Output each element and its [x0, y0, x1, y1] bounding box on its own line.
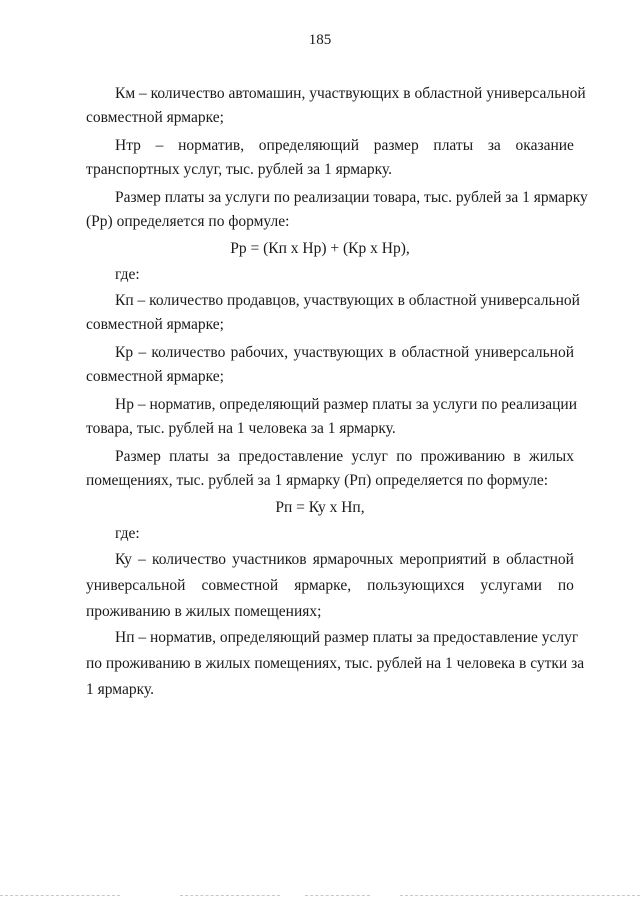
word: проживанию — [420, 448, 506, 465]
word: Нтр — [115, 137, 141, 154]
word: в — [513, 448, 521, 465]
ntr-definition-line-2: транспортных услуг, тыс. рублей за 1 ярмарку. — [86, 161, 392, 178]
nr-definition-line-2: товара, тыс. рублей на 1 человека за 1 ярмарку. — [86, 420, 396, 437]
ntr-definition-line-1 — [115, 136, 574, 155]
word: универсальной — [86, 577, 186, 594]
rp-formula: Рп = Ку х Нп, — [275, 499, 365, 516]
word: количество — [151, 344, 226, 361]
word: совместной — [86, 109, 163, 126]
word: определяющий — [258, 137, 360, 154]
word: услуг — [351, 448, 388, 465]
ku-definition-line-2 — [86, 576, 574, 595]
kr-definition-line-2: совместной ярмарке; — [86, 368, 224, 385]
word: рабочих, — [230, 344, 289, 361]
word: в — [388, 344, 397, 361]
word: областной — [401, 344, 470, 361]
word: платы — [433, 137, 474, 154]
kp-definition-line-2: совместной ярмарке; — [86, 316, 224, 333]
word: оказание — [515, 137, 574, 154]
word: за — [217, 448, 231, 465]
word: по — [557, 577, 574, 594]
word: ярмарочных — [312, 551, 394, 568]
word: универсальной — [474, 344, 574, 361]
page-number: 185 — [308, 32, 332, 48]
word: Кр — [115, 344, 134, 361]
word: услугами — [480, 577, 542, 594]
nr-definition-line-1: Нр – норматив, определяющий размер платы за услуги по реализации — [115, 396, 578, 413]
footer-rule — [400, 895, 640, 896]
rr-intro-line-1: Размер платы за услуги по реализации товара, тыс. рублей за 1 ярмарку — [115, 189, 588, 206]
word: совместной — [201, 577, 279, 594]
footer-rule — [305, 895, 370, 896]
km-definition-line-1: Км – количество автомашин, участвующих в областной универсальной — [115, 85, 586, 102]
word: количество — [151, 551, 226, 568]
word: областной — [506, 551, 574, 568]
word: участников — [232, 551, 307, 568]
kr-definition-line-1 — [115, 343, 574, 362]
kp-definition-line-1: Кп – количество продавцов, участвующих в областной универсальной — [115, 292, 580, 309]
np-definition-line-2: по проживанию в жилых помещениях, тыс. рублей на 1 человека в сутки за — [86, 655, 585, 672]
word: – — [138, 551, 146, 568]
word: платы — [169, 448, 209, 465]
word: жилых — [529, 448, 574, 465]
np-definition-line-3: 1 ярмарку. — [86, 681, 154, 698]
word: участвующих — [293, 344, 384, 361]
word: предоставление — [238, 448, 344, 465]
word: пользующихся — [367, 577, 465, 594]
ku-definition-line-3: проживанию в жилых помещениях; — [86, 603, 322, 620]
word: по — [396, 448, 413, 465]
where-label-1: где: — [115, 266, 140, 283]
np-definition-line-1: Нп – норматив, определяющий размер платы за предоставление услуг — [115, 629, 579, 646]
word: в — [492, 551, 500, 568]
word: – — [138, 344, 147, 361]
word: ярмарке; — [166, 109, 224, 126]
footer-rule — [180, 895, 280, 896]
word: норматив, — [178, 137, 245, 154]
rr-formula: Рр = (Кп х Нр) + (Кр х Нр), — [230, 240, 410, 257]
word: Размер — [115, 448, 161, 465]
ku-definition-line-1 — [115, 550, 574, 569]
word: ярмарке, — [294, 577, 352, 594]
word: размер — [373, 137, 419, 154]
word: – — [155, 137, 164, 154]
footer-rule — [0, 895, 120, 896]
word: за — [487, 137, 501, 154]
rp-intro-line-2: помещениях, тыс. рублей за 1 ярмарку (Рп) определяется по формуле: — [86, 472, 549, 489]
where-label-2: где: — [115, 525, 140, 542]
rp-intro-line-1 — [115, 447, 574, 466]
km-definition-line-2 — [86, 108, 224, 127]
rr-intro-line-2: (Рр) определяется по формуле: — [86, 213, 290, 230]
word: мероприятий — [399, 551, 487, 568]
word: Ку — [115, 551, 132, 568]
